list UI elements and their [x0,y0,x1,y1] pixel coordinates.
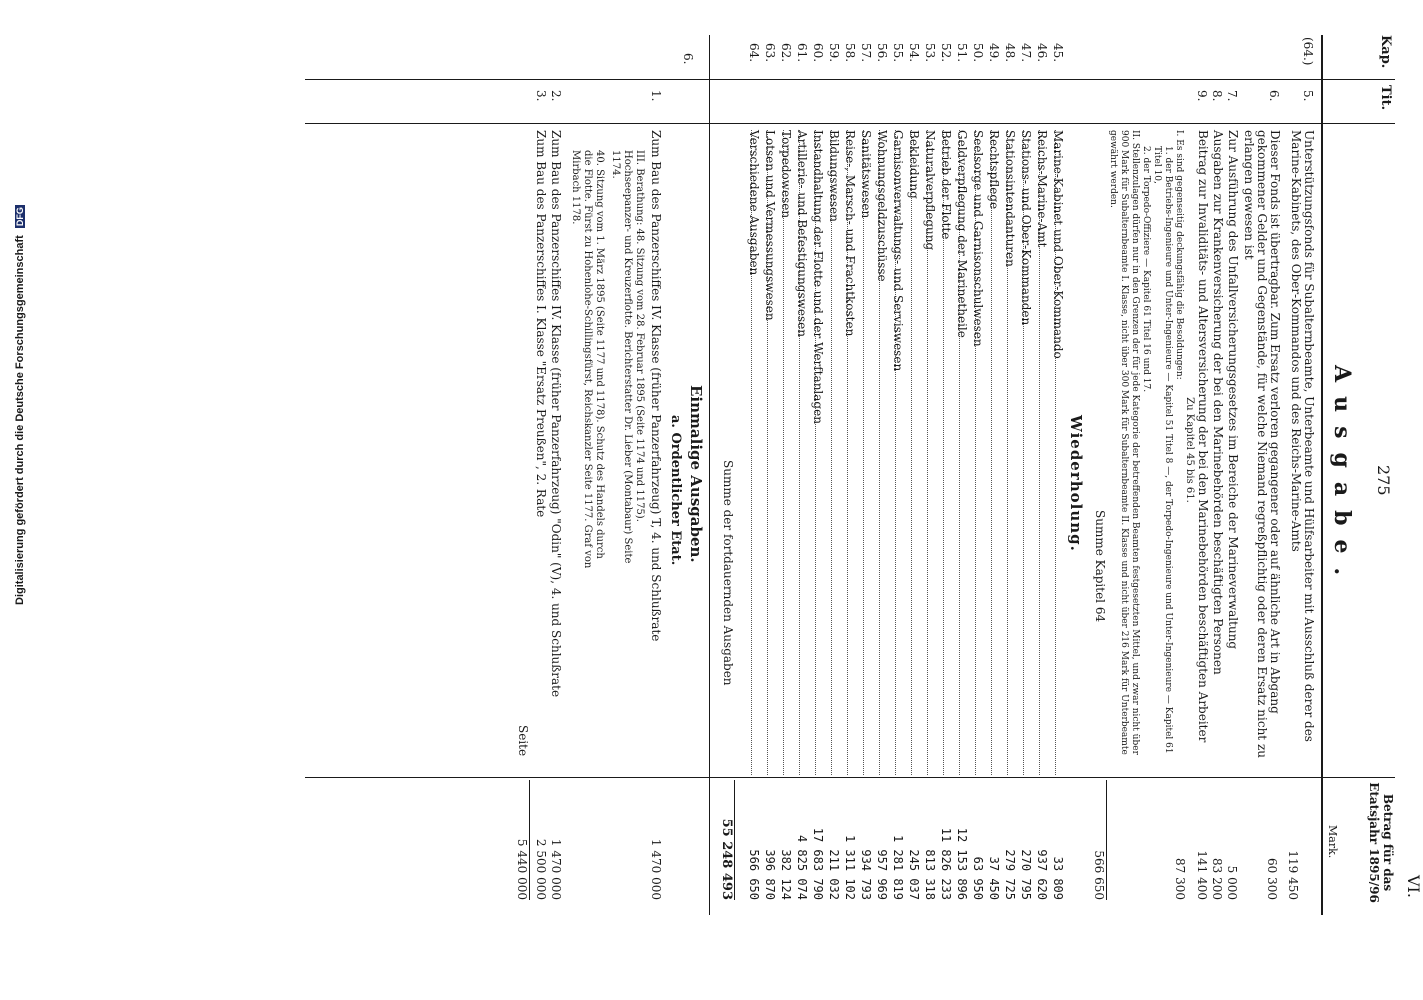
kap-number: 49. [987,43,1001,63]
dfg-logo: DFG [15,207,25,227]
row-amount: 37 450 [987,856,1001,900]
page-number: 275 [1374,465,1393,496]
row-text: Zum Bau des Panzerschiffes IV. Klasse (früher Panzerfahrzeug) "Odin" (V), 4. und Schlußrate [549,130,563,698]
debate-ref: III. Berathung: 48. Sitzung vom 28. Februar 1895 (Seite 1174 und 1175). Hochseepanzer- und Kreuzerflotte. Berichterstatter Dr. Lieber (Montabaur) Seite 1174. [610,150,645,564]
leader-dots [831,130,832,775]
row-amount: 87 300 [1173,858,1187,900]
row-text: Geldverpflegung der Marinetheile [955,130,969,338]
row-text: Ausgaben zur Krankenversicherung der bei den Marinebehörden beschäftigten Personen [1211,130,1225,675]
row-amount: 245 037 [907,849,921,900]
leader-dots [783,130,784,775]
kap-number: 58. [843,43,857,63]
row-text: Garnisonverwaltungs- und Serviswesen [891,130,905,372]
row-text: Rechtspflege [987,130,1001,210]
row-amount: 5 440 000 [515,780,530,900]
sum-kap64-amount: 566 650 [1092,780,1107,900]
table-row [921,35,937,915]
section-divider [709,35,710,915]
row-amount: 1 470 000 [549,838,563,900]
row-text: Bildungswesen [827,130,841,222]
row-text: Wohnungsgeldzuschüsse [875,130,889,282]
kap-number: 59. [827,43,841,63]
row-amount: 813 318 [923,849,937,900]
side-note [14,205,26,605]
row-text: Reise-, Marsch- und Frachtkosten [843,130,857,337]
row-text: Reichs-Marine-Amt [1035,130,1049,248]
repeat-table [735,35,1065,915]
kap-number: 63. [763,43,777,63]
row-text: Stations- und Ober-Kommanden [1019,130,1033,326]
row-amount: 11 826 233 [939,827,953,900]
page-heading: Ausgabe. [1329,365,1355,590]
row-text: Lotsen und Vermessungswesen [763,130,777,321]
kap-number: 51. [955,43,969,63]
table-row [889,35,905,915]
row-amount: 934 793 [859,849,873,900]
note-2: II. Stellenzulagen dürfen nur in den Grenzen der für jede Kategorie der betreffenden Beamten festgesetzten Mittel, und zwar nicht über 900 Mark für Subalternbeamte I. Klasse, nicht über 300 Mark für Subalternbeamte II. Klasse und nicht über 216 Mark für Unterbeamte gewährt werden. [1108,130,1140,755]
page-header [1325,35,1423,915]
kap-number: 55. [891,43,905,63]
row-amount: 957 969 [875,849,889,900]
note-1: I. Es sind gegenseitig deckungsfähig die Besoldungen: [1174,130,1184,380]
einmalige-subtitle: a. Ordentlicher Etat. [668,415,683,566]
row-amount: 1 281 819 [891,834,905,900]
kap-number: 57. [859,43,873,63]
kap-number: 54. [907,43,921,63]
leader-dots [911,130,912,775]
table-row [841,35,857,915]
row-text: Artillerie- und Befestigungswesen [795,130,809,337]
row-amount: 211 032 [827,849,841,900]
tit-label: 8. [1210,90,1224,102]
kap-label: (64.) [1301,37,1315,66]
kap-number: 52. [939,43,953,63]
once-table [515,35,663,915]
row-amount: 60 300 [1265,858,1279,900]
row-amount: 270 795 [1019,849,1033,900]
footnotes [1107,130,1195,770]
side-note-text: Digitalisierung gefördert durch die Deutsche Forschungsgemeinschaft [14,235,26,605]
row-amount: 83 200 [1210,858,1224,900]
table-row [745,35,761,915]
tit-header: Tit. [1378,85,1393,111]
note-1a: 1. der Betriebs-Ingenieure und Unter-Ingenieure — Kapitel 51 Titel 8 —, der Torpedo-Ingenieure und Unter-Ingenieure — Kapitel 61 Titel 10, [1152,146,1173,754]
sum-kap64 [1091,130,1107,910]
kap-number: 50. [971,43,985,63]
kap-header: Kap. [1378,35,1393,69]
tit-label: 7. [1225,90,1239,102]
row-text: Beitrag zur Invaliditäts- und Altersversicherung der bei den Marinebehörden beschäftigten Arbeiter [1196,130,1210,743]
leader-dots [991,130,992,775]
kap-number: 56. [875,43,889,63]
section-number: VI. [1404,875,1423,898]
tit-label: 6. [1267,90,1281,102]
row-amount: 1 311 102 [843,834,857,900]
row-text: Torpedowesen [779,130,793,219]
table-row [937,35,953,915]
table-row [953,35,969,915]
tit-label: 9. [1195,90,1209,102]
kap-number: 61. [795,43,809,63]
table-row [777,35,793,915]
row-amount: 12 153 896 [955,827,969,900]
einmalige-kap: 6. [681,53,695,65]
kap-number: 60. [811,43,825,63]
row-amount: 566 650 [747,849,761,900]
row-text: Zum Bau des Panzerschiffes I. Klasse "Ersatz Preußen", 2. Rate [534,130,548,518]
tit-label: 5. [1301,90,1315,102]
row-amount: 279 725 [1003,849,1017,900]
kap-number: 48. [1003,43,1017,63]
total-row [717,130,735,910]
row-amount: 63 950 [971,856,985,900]
row-text: Dieser Fonds ist übertragbar. Zum Ersatz verloren gegangener oder auf ähnliche Art in Abgang gekommener Gelder und Gegenstände, für welche Niemand regreßpflichtig oder deren Ersatz nicht zu erlangen gewesen ist [1242,130,1282,758]
table-row [873,35,889,915]
wiederholung-title: Wiederholung. [1067,415,1085,552]
table-row [761,35,777,915]
table-row [825,35,841,915]
row-text: Zum Bau des Panzerschiffes IV. Klasse (früher Panzerfahrzeug) T, 4. und Schlußrate [649,130,663,642]
einmalige-title: Einmalige Ausgaben. [687,385,705,563]
row-amount: 5 000 [1225,865,1239,900]
table-row [969,35,985,915]
row-amount: 1 470 000 [649,838,663,900]
total-amount: 55 248 493 [719,780,735,900]
table-row [793,35,809,915]
kap-number: 46. [1035,43,1049,63]
row-amount: 937 620 [1035,849,1049,900]
row-amount: 396 870 [763,849,777,900]
table-row [905,35,921,915]
row-text: Stationsintendanturen [1003,130,1017,267]
tit-label: 1. [649,90,663,102]
row-text: Seelsorge und Garnisonschulwesen [971,130,985,347]
currency-header: Mark. [1326,825,1339,859]
table-row [809,35,825,915]
sum-kap64-label: Summe Kapitel 64 [1093,510,1107,623]
kap-number: 45. [1051,43,1065,63]
row-amount: 119 450 [1286,850,1300,900]
row-text: Marine-Kabinet und Ober-Kommando [1051,130,1065,359]
leader-dots [863,130,864,775]
table-row [1001,35,1017,915]
row-amount: 382 124 [779,849,793,900]
total-label: Summe der fortdauernden Ausgaben [721,460,735,686]
note-1b: 2. der Torpedo-Offiziere — Kapitel 61 Titel 16 und 17. [1141,146,1151,393]
row-text: Betrieb der Flotte [939,130,953,240]
header-rule [1321,35,1323,915]
debate-ref: 40. Sitzung vom 1. März 1895 (Seite 1177 und 1178). Schutz des Handels durch die Flotte. Fürst zu Hohenlohe-Schillingsfürst, Reichskanzler Seite 1177. Graf von Mirbach 1178. [570,150,605,569]
row-text: Instandhaltung der Flotte und der Werftanlagen [811,130,825,424]
row-text: Verschiedene Ausgaben [747,130,761,276]
kap-number: 47. [1019,43,1033,63]
kap-number: 53. [923,43,937,63]
row-text: Bekleidung [907,130,921,199]
table-row [1049,35,1065,915]
row-amount: 4 825 074 [795,834,809,900]
table-row [1033,35,1049,915]
row-amount: 17 683 790 [811,827,825,900]
row-text: Zur Ausführung des Unfallversicherungsgesetzes im Bereiche der Marineverwaltung [1226,130,1240,650]
table-row [857,35,873,915]
table-row [985,35,1001,915]
rotated-page [305,35,1423,915]
row-text: Unterstützungsfonds für Subalternbeamte, Unterbeamte und Hülfsarbeiter mit Ausschluß derer des Marine-Kabinets, des Ober-Kommandos und des Reichs-Marine-Amts [1289,130,1316,742]
tit-label: 2. [549,90,563,102]
row-amount: 33 809 [1051,856,1065,900]
row-text: Sanitätswesen [859,130,873,219]
note-ref: Zu Kapitel 45 bis 61. [1184,397,1195,503]
row-text: Naturalverpflegung [923,130,937,251]
table-row [1017,35,1033,915]
tit-label: 3. [534,90,548,102]
amount-header: Betrag für das Etatsjahr 1895/96 [1367,782,1395,903]
kap-number: 62. [779,43,793,63]
row-amount: 141 400 [1195,850,1209,900]
seite-label: Seite [516,725,530,757]
row-amount: 2 500 000 [534,838,548,900]
kap-number: 64. [747,43,761,63]
